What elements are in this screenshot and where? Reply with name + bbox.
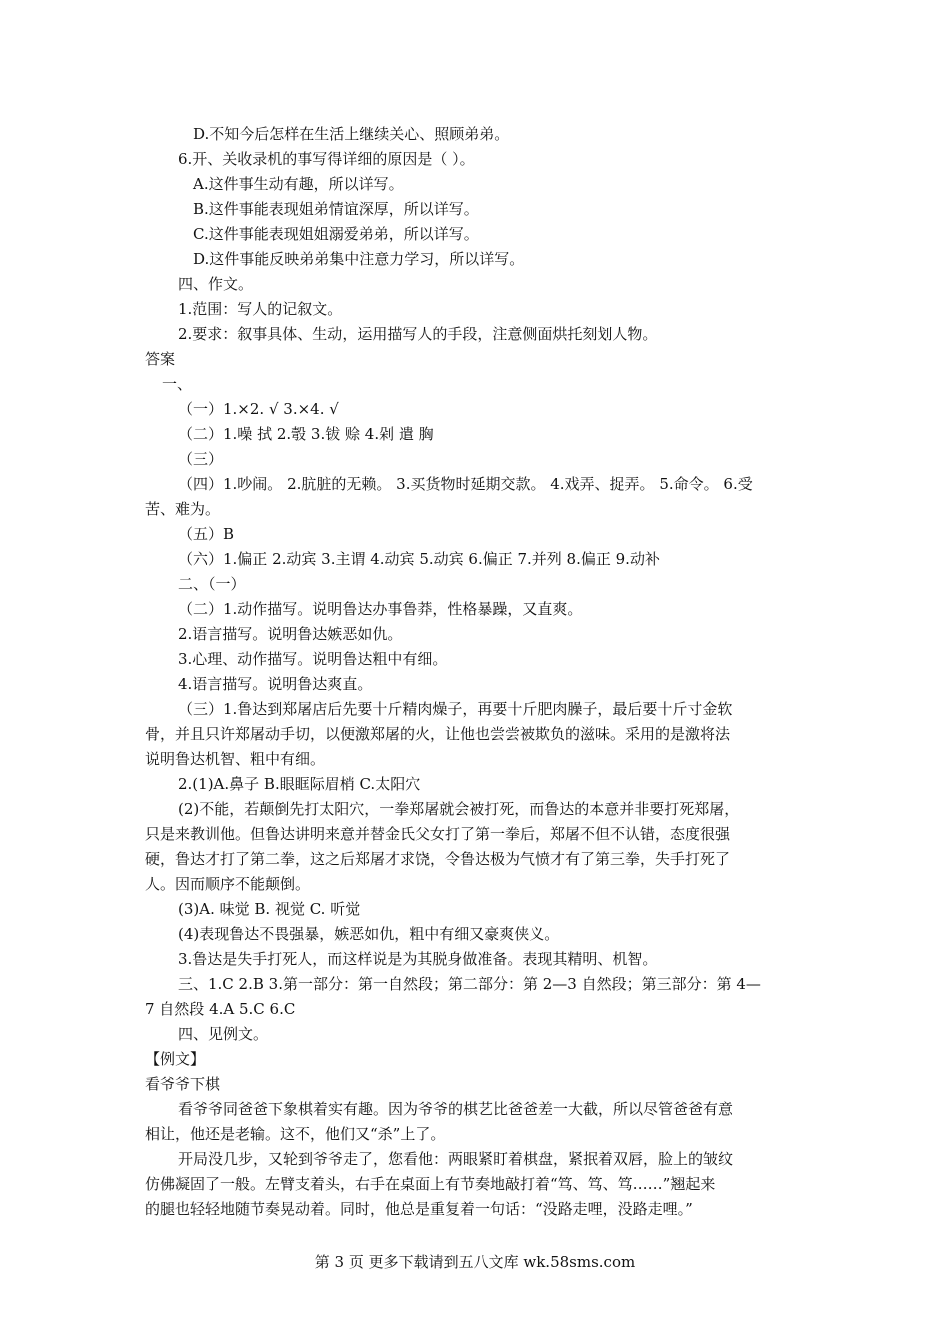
text-line: 骨，并且只许郑屠动手切，以便激郑屠的火，让他也尝尝被欺负的滋味。采用的是激将法: [145, 725, 731, 743]
text-line: （六）1.偏正 2.动宾 3.主谓 4.动宾 5.动宾 6.偏正 7.并列 8.偏正 9.动补: [178, 550, 660, 568]
page-footer: 第 3 页 更多下载请到五八文库 wk.58sms.com: [314, 1253, 636, 1271]
text-line: 说明鲁达机智、粗中有细。: [145, 750, 326, 768]
text-line: 一、: [162, 375, 193, 393]
text-line: 3.鲁达是失手打死人，而这样说是为其脱身做准备。表现其精明、机智。: [178, 950, 658, 968]
text-line: 只是来教训他。但鲁达讲明来意并替金氏父女打了第一拳后，郑屠不但不认错，态度很强: [145, 825, 731, 843]
text-line: (2)不能，若颠倒先打太阳穴，一拳郑屠就会被打死，而鲁达的本意并非要打死郑屠，: [178, 800, 740, 818]
text-line: 答案: [145, 350, 176, 368]
text-line: 硬，鲁达才打了第二拳，这之后郑屠才求饶，令鲁达极为气愤才有了第三拳，失手打死了: [145, 850, 731, 868]
text-line: （二）1.动作描写。说明鲁达办事鲁莽，性格暴躁，又直爽。: [178, 600, 583, 618]
text-line: 3.心理、动作描写。说明鲁达粗中有细。: [178, 650, 448, 668]
text-line: （四）1.吵闹。 2.肮脏的无赖。 3.买货物时延期交款。 4.戏弄、捉弄。 5.命令。 6.受: [178, 475, 753, 493]
text-line: 的腿也轻轻地随节奏晃动着。同时，他总是重复着一句话：“没路走哩，没路走哩。”: [145, 1200, 693, 1218]
text-line: 苦、难为。: [145, 500, 221, 518]
text-line: C.这件事能表现姐姐溺爱弟弟，所以详写。: [193, 225, 479, 243]
text-line: 2.要求：叙事具体、生动，运用描写人的手段，注意侧面烘托刻划人物。: [178, 325, 658, 343]
text-line: 三、1.C 2.B 3.第一部分：第一自然段；第二部分：第 2—3 自然段；第三部分：第 4—: [178, 975, 761, 993]
text-line: 看爷爷同爸爸下象棋着实有趣。因为爷爷的棋艺比爸爸差一大截，所以尽管爸爸有意: [178, 1100, 734, 1118]
text-line: （一）1.×2. √ 3.×4. √: [178, 400, 339, 418]
text-line: 7 自然段 4.A 5.C 6.C: [145, 1000, 296, 1018]
text-line: 四、见例文。: [178, 1025, 269, 1043]
text-line: 6.开、关收录机的事写得详细的原因是（ ）。: [178, 150, 475, 168]
text-line: 看爷爷下棋: [145, 1075, 221, 1093]
text-line: （三）: [178, 450, 224, 468]
text-line: D.这件事能反映弟弟集中注意力学习，所以详写。: [193, 250, 525, 268]
text-line: 四、作文。: [178, 275, 254, 293]
text-line: 开局没几步，又轮到爷爷走了，您看他：两眼紧盯着棋盘，紧抿着双唇，脸上的皱纹: [178, 1150, 734, 1168]
text-line: （三）1.鲁达到郑屠店后先要十斤精肉燥子，再要十斤肥肉臊子，最后要十斤寸金软: [178, 700, 733, 718]
document-body: [145, 122, 810, 1222]
text-line: D.不知今后怎样在生活上继续关心、照顾弟弟。: [193, 125, 510, 143]
text-line: (3)A. 味觉 B. 视觉 C. 听觉: [178, 900, 361, 918]
text-line: 2.语言描写。说明鲁达嫉恶如仇。: [178, 625, 403, 643]
text-line: 4.语言描写。说明鲁达爽直。: [178, 675, 373, 693]
text-line: 人。因而顺序不能颠倒。: [145, 875, 311, 893]
text-line: （二）1.噪 拭 2.彀 3.钹 赊 4.剁 遣 胸: [178, 425, 434, 443]
text-line: 相让，他还是老输。这不，他们又“杀”上了。: [145, 1125, 446, 1143]
text-line: （五）B: [178, 525, 235, 543]
text-line: 1.范围：写人的记叙文。: [178, 300, 343, 318]
text-line: A.这件事生动有趣，所以详写。: [193, 175, 404, 193]
text-line: 二、（一）: [178, 575, 246, 593]
text-line: 2.(1)A.鼻子 B.眼眶际眉梢 C.太阳穴: [178, 775, 421, 793]
text-line: 【例文】: [145, 1050, 206, 1068]
text-line: (4)表现鲁达不畏强暴，嫉恶如仇，粗中有细又豪爽侠义。: [178, 925, 560, 943]
text-line: 仿佛凝固了一般。左臂支着头，右手在桌面上有节奏地敲打着“笃、笃、笃……”翘起来: [145, 1175, 716, 1193]
text-line: B.这件事能表现姐弟情谊深厚，所以详写。: [193, 200, 479, 218]
